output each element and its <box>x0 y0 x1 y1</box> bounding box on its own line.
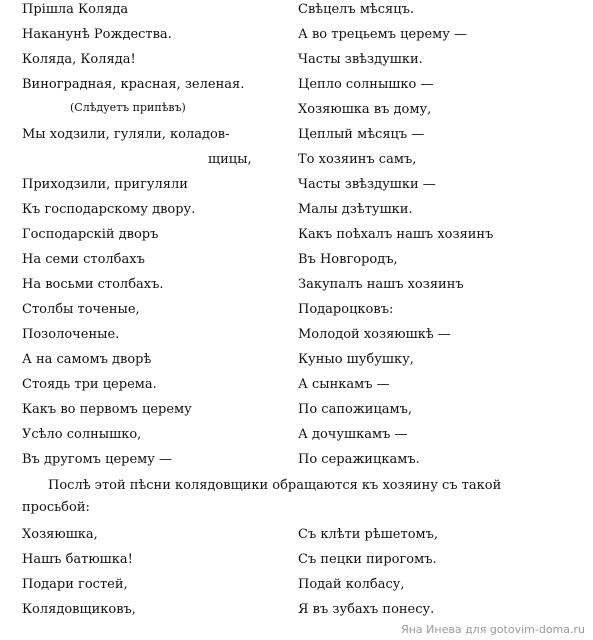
verse-line-left: Коляда, Коляда! <box>22 52 136 67</box>
verse-line-right: Малы дзѣтушки. <box>298 202 413 217</box>
verse-line-right: А во трецьемъ церему — <box>298 27 468 42</box>
verse-line-right: То хозяинъ самъ, <box>298 152 417 167</box>
verse-line-left: Колядовщиковъ, <box>22 602 136 617</box>
verse-line-right: А сынкамъ — <box>298 377 390 392</box>
refrain-note: (Слѣдуетъ припѣвъ) <box>70 101 186 114</box>
verse-line-right: Цепло солнышко — <box>298 77 434 92</box>
watermark: Яна Инева для gotovim-doma.ru <box>401 623 585 636</box>
verse-line-right: Въ Новгородъ, <box>298 252 398 267</box>
verse-line-left: Къ господарскому двору. <box>22 202 196 217</box>
verse-line-left: На семи столбахъ <box>22 252 145 267</box>
verse-line-left: Виноградная, красная, зеленая. <box>22 77 245 92</box>
verse-line-right: Цеплый мѣсяцъ — <box>298 127 425 142</box>
verse-line-left: Какъ во первомъ церему <box>22 402 192 417</box>
verse-line-left: На восьми столбахъ. <box>22 277 164 292</box>
verse-line-right: Какъ поѣхалъ нашъ хозяинъ <box>298 227 494 242</box>
verse-line-left-continuation: щицы, <box>208 152 252 167</box>
verse-line-left: Позолоченые. <box>22 327 120 342</box>
verse-line-right: Куныо шубушку, <box>298 352 414 367</box>
verse-line-left: Прішла Коляда <box>22 2 129 17</box>
verse-line-left: Мы ходзили, гуляли, коладов- <box>22 127 230 142</box>
verse-line-left: Стоядь три церема. <box>22 377 157 392</box>
verse-line-right: Закупалъ нашъ хозяинъ <box>298 277 464 292</box>
verse-line-right: А дочушкамъ — <box>298 427 408 442</box>
verse-line-right: Подароцковъ: <box>298 302 394 317</box>
verse-line-left: Столбы точеные, <box>22 302 140 317</box>
verse-line-right: Часты звѣздушки — <box>298 177 436 192</box>
verse-line-left: Приходзили, пригуляли <box>22 177 188 192</box>
verse-line-right: Часты звѣздушки. <box>298 52 423 67</box>
verse-line-left: Наканунѣ Рождества. <box>22 27 172 42</box>
verse-line-left: Господарскій дворъ <box>22 227 159 242</box>
verse-line-right: Молодой хозяюшкѣ — <box>298 327 451 342</box>
prose-line: просьбой: <box>22 500 90 515</box>
verse-line-left: Подари гостей, <box>22 577 128 592</box>
verse-line-right: По сапожицамъ, <box>298 402 413 417</box>
verse-line-left: Хозяюшка, <box>22 527 98 542</box>
verse-line-right: Хозяюшка въ дому, <box>298 102 432 117</box>
verse-line-left: Въ другомъ церему — <box>22 452 173 467</box>
verse-line-right: Съ пецки пирогомъ. <box>298 552 437 567</box>
verse-line-right: Свѣцелъ мѣсяцъ. <box>298 2 415 17</box>
verse-line-right: Я въ зубахъ понесу. <box>298 602 435 617</box>
verse-line-right: Съ клѣти рѣшетомъ, <box>298 527 439 542</box>
verse-line-left: Нашъ батюшка! <box>22 552 133 567</box>
prose-line: Послѣ этой пѣсни колядовщики обращаются къ хозяину съ такой <box>48 478 502 493</box>
verse-line-left: Усѣло солнышко, <box>22 427 142 442</box>
verse-line-right: Подай колбасу, <box>298 577 405 592</box>
verse-line-left: А на самомъ дворѣ <box>22 352 152 367</box>
verse-line-right: По серажицкамъ. <box>298 452 420 467</box>
